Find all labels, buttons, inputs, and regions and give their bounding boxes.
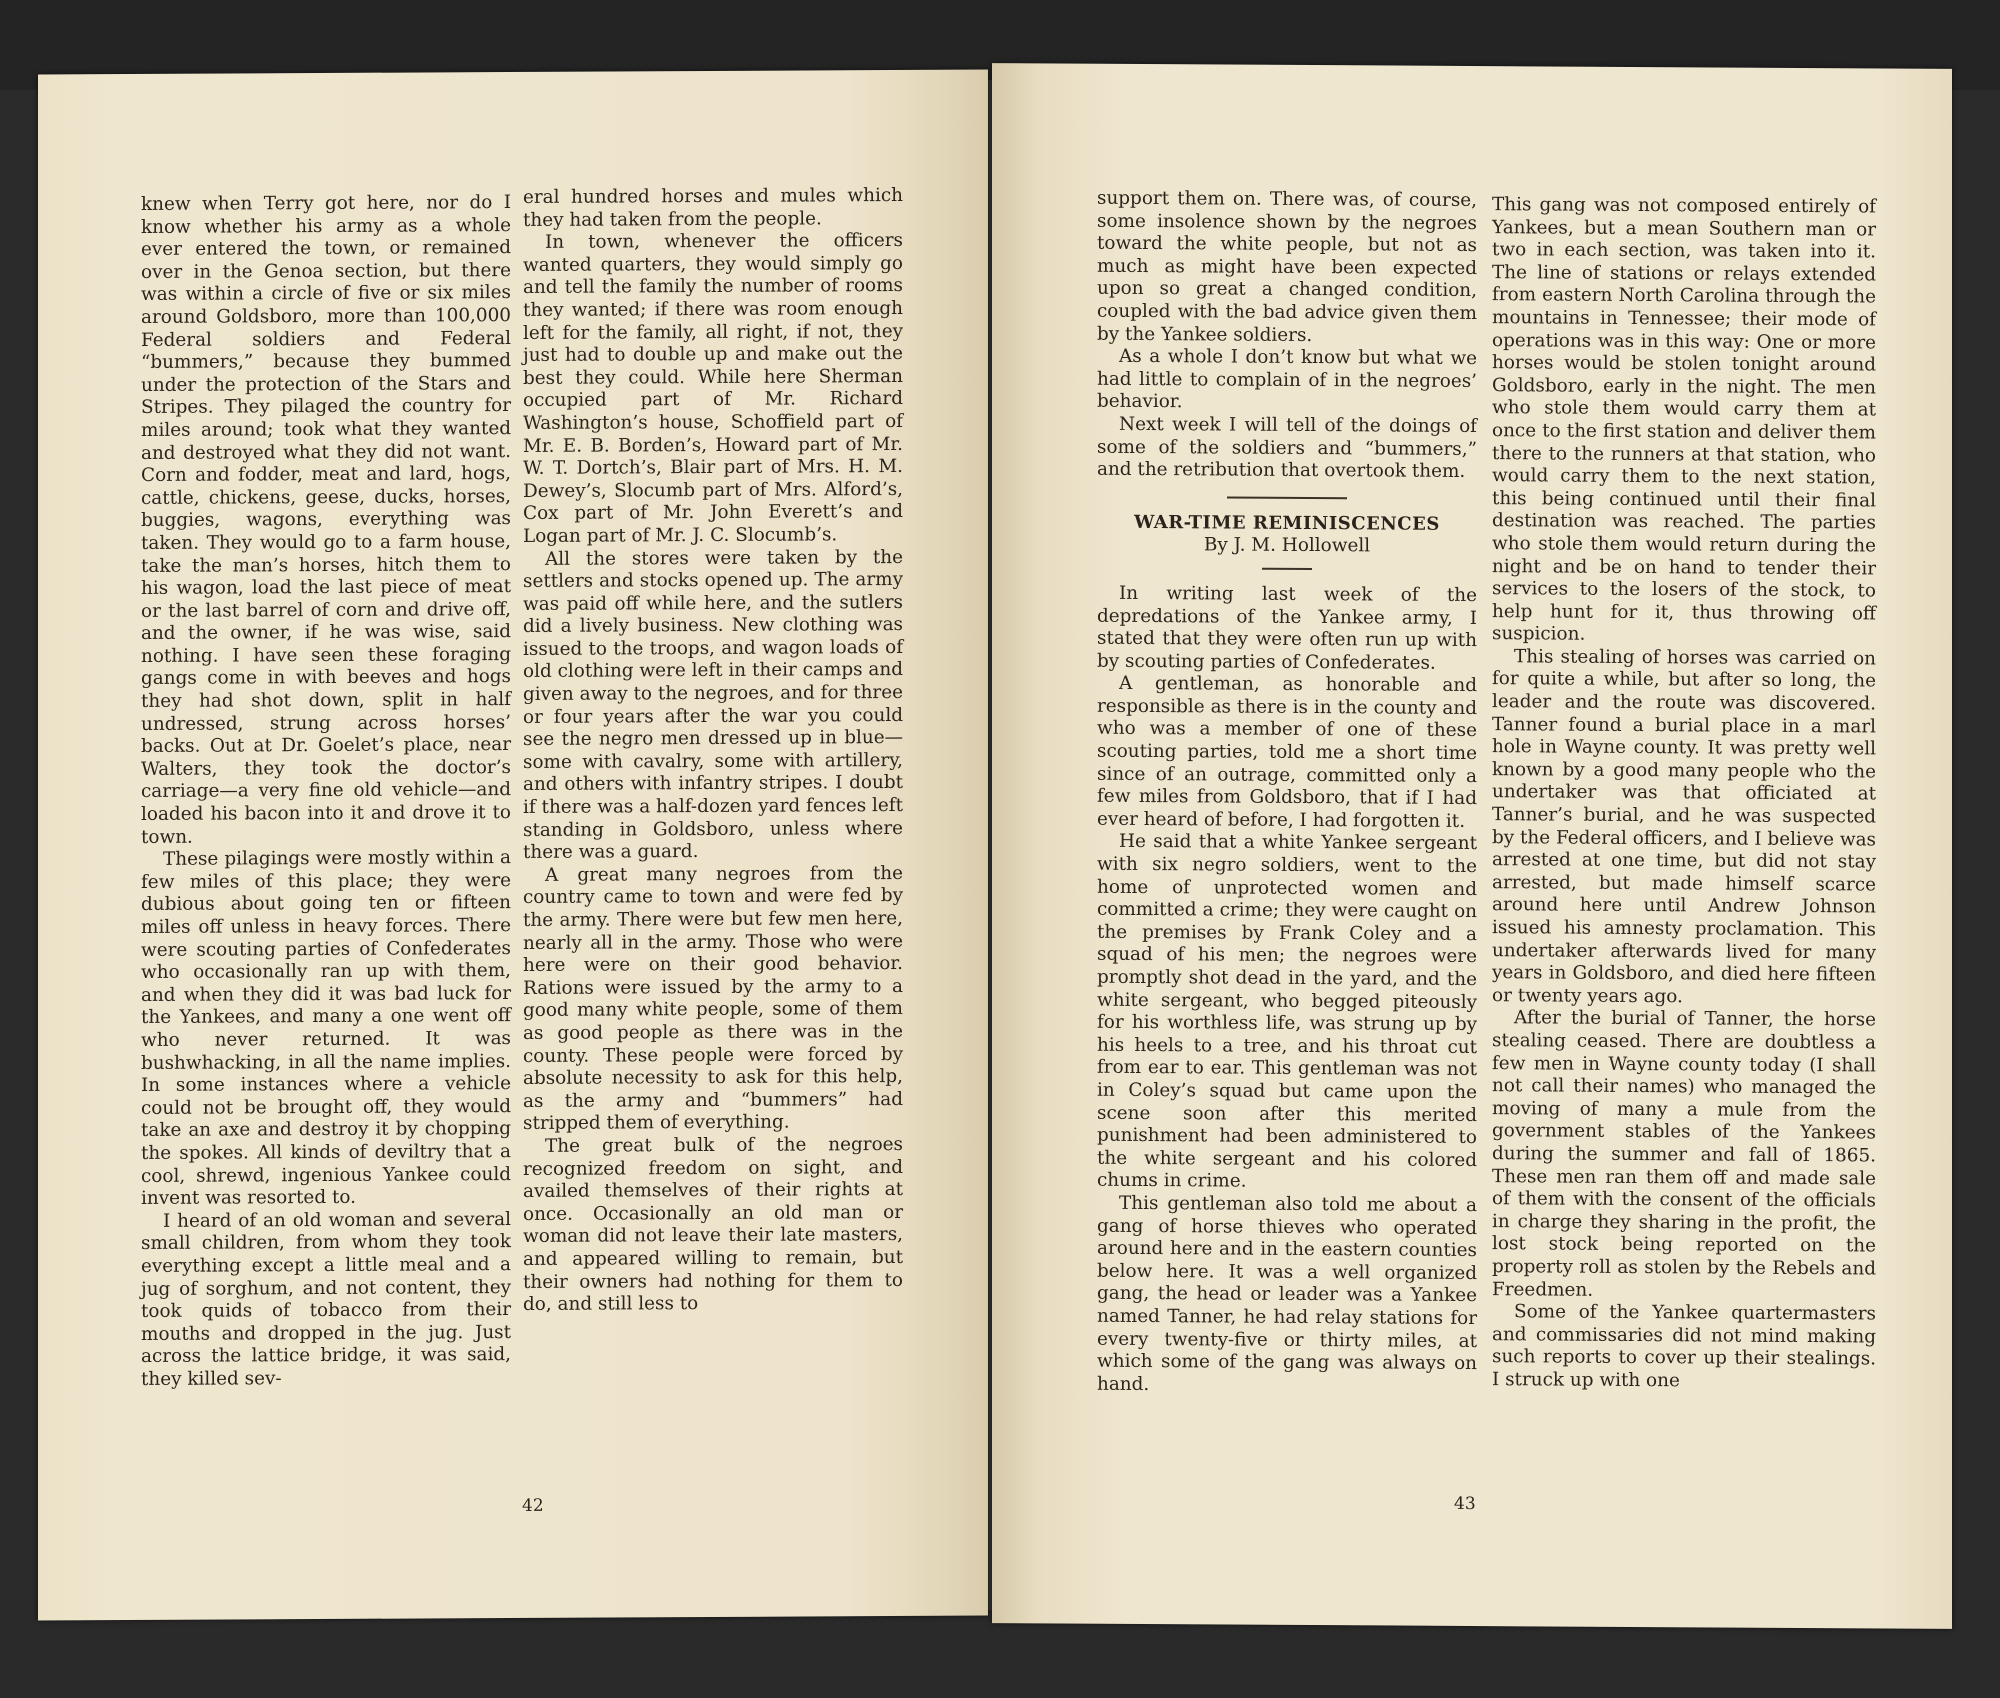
- article-body: [1097, 583, 1477, 1399]
- article-title: WAR-TIME REMINISCENCES: [1134, 511, 1440, 535]
- paragraph: I heard of an old woman and several small children, from whom they took everything except a little meal and a jug of sorghum, and not content, they took quids of tobacco from their mouths and dropped in the jug. Just across the lattice bridge, it was said, they killed sev-: [141, 1208, 511, 1390]
- paragraph: In town, whenever the officers wanted quarters, they would simply go and tell the family the number of rooms they wanted; if there was room enough left for the family, all right, if not, they just had to double up and make out the best they could. While here Sherman occupied part of Mr. Richard Washington’s house, Schoffield part of Mr. E. B. Borden’s, Howard part of Mr. W. T. Dortch’s, Blair part of Mrs. H. M. Dewey’s, Slocumb part of Mrs. Alford’s, Cox part of Mr. John Everett’s and Logan part of Mr. J. C. Slocumb’s.: [523, 230, 903, 547]
- paragraph: This gang was not composed entirely of Yankees, but a mean Southern man or two in each section, was taken into it. The line of stations or relays extended from eastern North Carolina through the mountains in Tennessee; their mode of operations was in this way: One or more horses would be stolen tonight around Goldsboro, early in the night. The men who stole them would carry them at once to the first station and deliver them there to the runners at that station, who would carry them to the next station, this being continued until their final destination was reached. The parties who stole them would return during the night and be on hand to tender their services to the losers of the stock, to help hunt for it, thus throwing off suspicion.: [1492, 194, 1876, 645]
- paragraph: He said that a white Yankee sergeant with six negro soldiers, went to the home of unprotected women and committed a crime; they were caught on the premises by Frank Coley and a squad of his men; the negroes were promptly shot dead in the yard, and the white sergeant, who begged piteously for his worthless life, was strung up by his heels to a tree, and his throat cut from ear to ear. This gentleman was not in Coley’s squad but came upon the scene soon after this merited punishment had been administered to the white sergeant and his colored chums in crime.: [1097, 831, 1477, 1192]
- page-number-left: 42: [522, 1495, 544, 1516]
- article-byline: By J. M. Hollowell: [1203, 534, 1371, 557]
- byline-divider: [1262, 568, 1312, 570]
- right-page-column-2: [1492, 194, 1876, 1394]
- paragraph: The great bulk of the negroes recognized freedom on sight, and availed themselves of their rights at once. Occasionally an old man or woman did not leave their late masters, and appeared willing to remain, but their owners had nothing for them to do, and still less to: [523, 1133, 903, 1316]
- paragraph: Some of the Yankee quartermasters and commissaries did not mind making such reports to cover up their stealings. I struck up with one: [1492, 1301, 1876, 1392]
- right-page: [992, 63, 1952, 1629]
- paragraph: As a whole I don’t know but what we had little to complain of in the negroes’ behavior.: [1097, 345, 1477, 413]
- right-page-column-1: [1097, 188, 1477, 1399]
- article-continuation: [1097, 188, 1477, 484]
- paragraph: support them on. There was, of course, some insolence shown by the negroes toward the white people, but not as much as might have been expected upon so great a changed condition, coupled with the bad advice given them by the Yankee soldiers.: [1097, 187, 1477, 346]
- left-page: [38, 70, 988, 1621]
- paragraph: After the burial of Tanner, the horse stealing ceased. There are doubtless a few men in Wayne county today (I shall not call their names) who managed the moving of many a mule from the government stables of the Yankees during the summer and fall of 1865. These men ran them off and made sale of them with the consent of the officials in charge they sharing in the profit, the lost stock being reported on the property roll as stolen by the Rebels and Freedmen.: [1492, 1007, 1876, 1301]
- paragraph: This stealing of horses was carried on for quite a while, but after so long, the leader and the route was discovered. Tanner found a burial place in a marl hole in Wayne county. It was pretty well known by a good many people who the undertaker was that officiated at Tanner’s burial, and he was suspected by the Federal officers, and I believe was arrested at one time, but did not stay arrested, but made himself scarce around here until Andrew Johnson issued his amnesty proclamation. This undertaker afterwards lived for many years in Goldsboro, and died here fifteen or twenty years ago.: [1492, 646, 1876, 1008]
- paragraph: A gentleman, as honorable and responsible as there is in the county and who was a member of one of these scouting parties, told me a short time since of an outrage, committed only a few miles from Goldsboro, that if I had ever heard of before, I had forgotten it.: [1097, 673, 1477, 832]
- paragraph: These pilagings were mostly within a few miles of this place; they were dubious about going ten or fifteen miles off unless in heavy forces. There were scouting parties of Confederates who occasionally ran up with them, and when they did it was bad luck for the Yankees, and many a one went off who never returned. It was bushwhacking, in all the name implies. In some instances where a vehicle could not be brought off, they would take an axe and destroy it by chopping the spokes. All kinds of deviltry that a cool, shrewd, ingenious Yankee could invent was resorted to.: [141, 847, 511, 1210]
- paragraph: A great many negroes from the country came to town and were fed by the army. There were but few men here, nearly all in the army. Those who were here were on their good behavior. Rations were issued by the army to a good many white people, some of them as good people as there was in the county. These people were forced by absolute necessity to ask for this help, as the army and “bummers” had stripped them of everything.: [523, 862, 903, 1135]
- paragraph: knew when Terry got here, nor do I know whether his army as a whole ever entered the town, or remained over in the Genoa section, but there was within a circle of five or six miles around Goldsboro, more than 100,000 Federal soldiers and Federal “bummers,” because they bummed under the protection of the Stars and Stripes. They pilaged the country for miles around; took what they wanted and destroyed what they did not want. Corn and fodder, meat and lard, hogs, cattle, chickens, geese, ducks, horses, buggies, wagons, everything was taken. They would go to a farm house, take the man’s horses, hitch them to his wagon, load the last piece of meat or the last barrel of corn and drive off, and the owner, if he was wise, said nothing. I have seen these foraging gangs come in with beeves and hogs they had shot down, split in half undressed, strung across horses’ backs. Out at Dr. Goelet’s place, near Walters, they took the doctor’s carriage—a very fine old vehicle—and loaded his bacon into it and drove it to town.: [141, 192, 511, 848]
- paragraph: All the stores were taken by the settlers and stocks opened up. The army was paid off while here, and the sutlers did a lively business. New clothing was issued to the troops, and wagon loads of old clothing were left in their camps and given away to the negroes, and for three or four years after the war you could see the negro men dressed up in blue—some with cavalry, some with artillery, and others with infantry stripes. I doubt if there was a half-dozen yard fences left standing in Goldsboro, unless where there was a guard.: [523, 546, 903, 864]
- section-divider: [1227, 496, 1347, 499]
- paragraph: Next week I will tell of the doings of some of the soldiers and “bummers,” and the retribution that overtook them.: [1097, 413, 1477, 483]
- paragraph: eral hundred horses and mules which they had taken from the people.: [523, 184, 903, 231]
- left-page-column-2: [523, 185, 903, 1317]
- left-page-column-1: [141, 192, 511, 1391]
- page-number-right: 43: [1454, 1493, 1476, 1515]
- paragraph: This gentleman also told me about a gang of horse thieves who operated around here and in the eastern counties below here. It was a well organized gang, the head or leader was a Yankee named Tanner, he had relay stations for every twenty-five or thirty miles, at which some of the gang was always on hand.: [1097, 1192, 1477, 1395]
- paragraph: In writing last week of the depredations of the Yankee army, I stated that they were often run up with by scouting parties of Confederates.: [1097, 582, 1477, 674]
